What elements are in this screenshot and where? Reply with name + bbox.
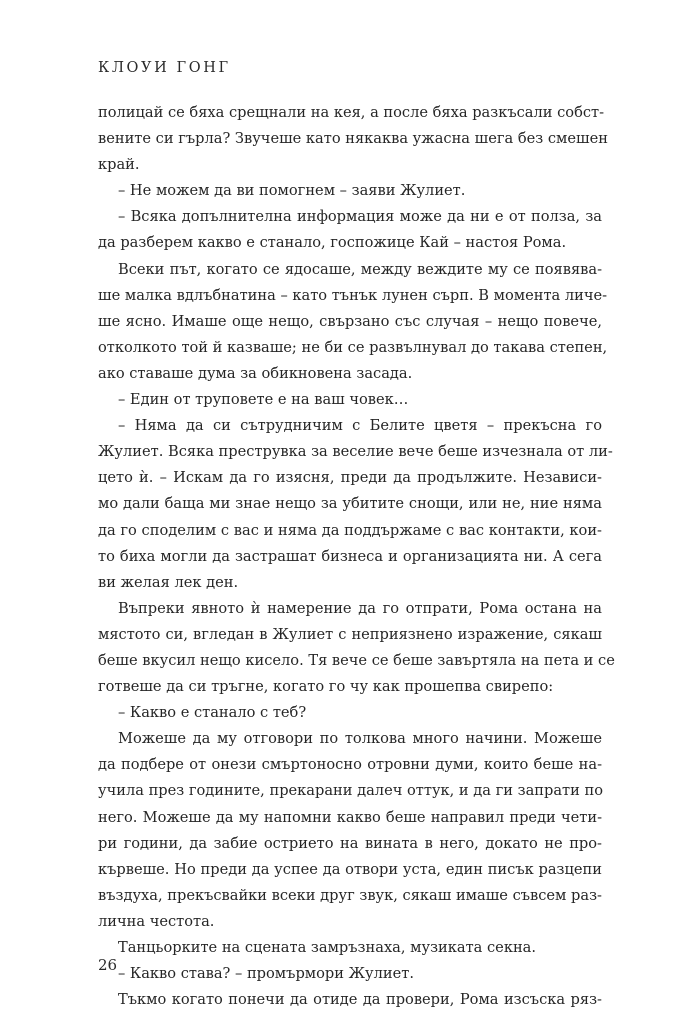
text-line: да разберем какво е станало, госпожице Кай – настоя Рома. [98, 234, 567, 252]
text-line: – Какво е станало с теб? [118, 704, 307, 722]
text-line: ви желая лек ден. [98, 573, 239, 591]
text-line: него. Можеше да му напомни какво беше направил преди чети- [98, 808, 602, 826]
text-line: въздуха, прекъсвайки всеки друг звук, сякаш имаше съвсем раз- [98, 886, 602, 904]
text-line: да подбере от онези смъртоносно отровни думи, които беше на- [98, 756, 602, 774]
text-line: учила през годините, прекарани далеч оттук, и да ги запрати по [98, 782, 604, 800]
text-line: то биха могли да застрашат бизнеса и организацията ни. А сега [98, 547, 602, 565]
body-text [98, 100, 615, 1013]
text-line: край. [98, 156, 140, 174]
text-line: готвеше да си тръгне, когато го чу как прошепва свирепо: [98, 678, 554, 696]
text-line: лична честота. [98, 912, 215, 930]
running-head-author: КЛОУИ ГОНГ [98, 60, 231, 76]
text-line: полицай се бяха срещнали на кея, а после бяха разкъсали собст- [98, 104, 605, 121]
text-line: – Един от труповете е на ваш човек… [118, 391, 409, 409]
text-line: да го споделим с вас и няма да поддържаме с вас контакти, кои- [98, 521, 602, 539]
page-number: 26 [98, 956, 118, 974]
text-line: ше ясно. Имаше още нещо, свързано със случая – нещо повече, [98, 312, 602, 330]
text-line: – Какво става? – промърмори Жулиет. [118, 965, 414, 983]
text-line: цето ѝ. – Искам да го изясня, преди да продължите. Независи- [98, 469, 602, 487]
text-line: вените си гърла? Звучеше като някаква ужасна шега без смешен [98, 130, 608, 148]
text-line: Танцьорките на сцената замръзнаха, музиката секна. [118, 939, 537, 956]
text-line: ше малка вдлъбнатина – като тънък лунен сърп. В момента личе- [98, 286, 608, 304]
text-line: Всеки път, когато се ядосаше, между веждите му се появява- [118, 260, 602, 278]
text-line: Жулиет. Всяка преструвка за веселие вече беше изчезнала от ли- [98, 443, 613, 461]
text-line: – Не можем да ви помогнем – заяви Жулиет. [118, 182, 466, 200]
text-line: Въпреки явното ѝ намерение да го отпрати, Рома остана на [118, 599, 602, 617]
text-line: ри години, да забие острието на вината в него, докато не про- [98, 834, 602, 852]
text-line: – Няма да си сътрудничим с Белите цветя – прекъсна го [118, 417, 602, 435]
text-line: мястото си, вгледан в Жулиет с неприязнено изражение, сякаш [98, 625, 602, 643]
text-line: ако ставаше дума за обикновена засада. [98, 364, 413, 382]
text-line: кървеше. Но преди да успее да отвори уста, един писък разцепи [98, 860, 602, 878]
text-line: отколкото той й казваше; не би се развълнувал до такава степен, [98, 338, 608, 356]
text-line: – Всяка допълнителна информация може да ни е от полза, за [118, 208, 602, 226]
text-line: Тъкмо когато понечи да отиде да провери, Рома изсъска ряз- [118, 991, 602, 1009]
text-line: беше вкусил нещо кисело. Тя вече се беше завъртяла на пета и се [98, 651, 615, 669]
text-line: Можеше да му отговори по толкова много начини. Можеше [118, 730, 602, 748]
text-line: мо дали баща ми знае нещо за убитите снощи, или не, ние няма [98, 495, 602, 513]
